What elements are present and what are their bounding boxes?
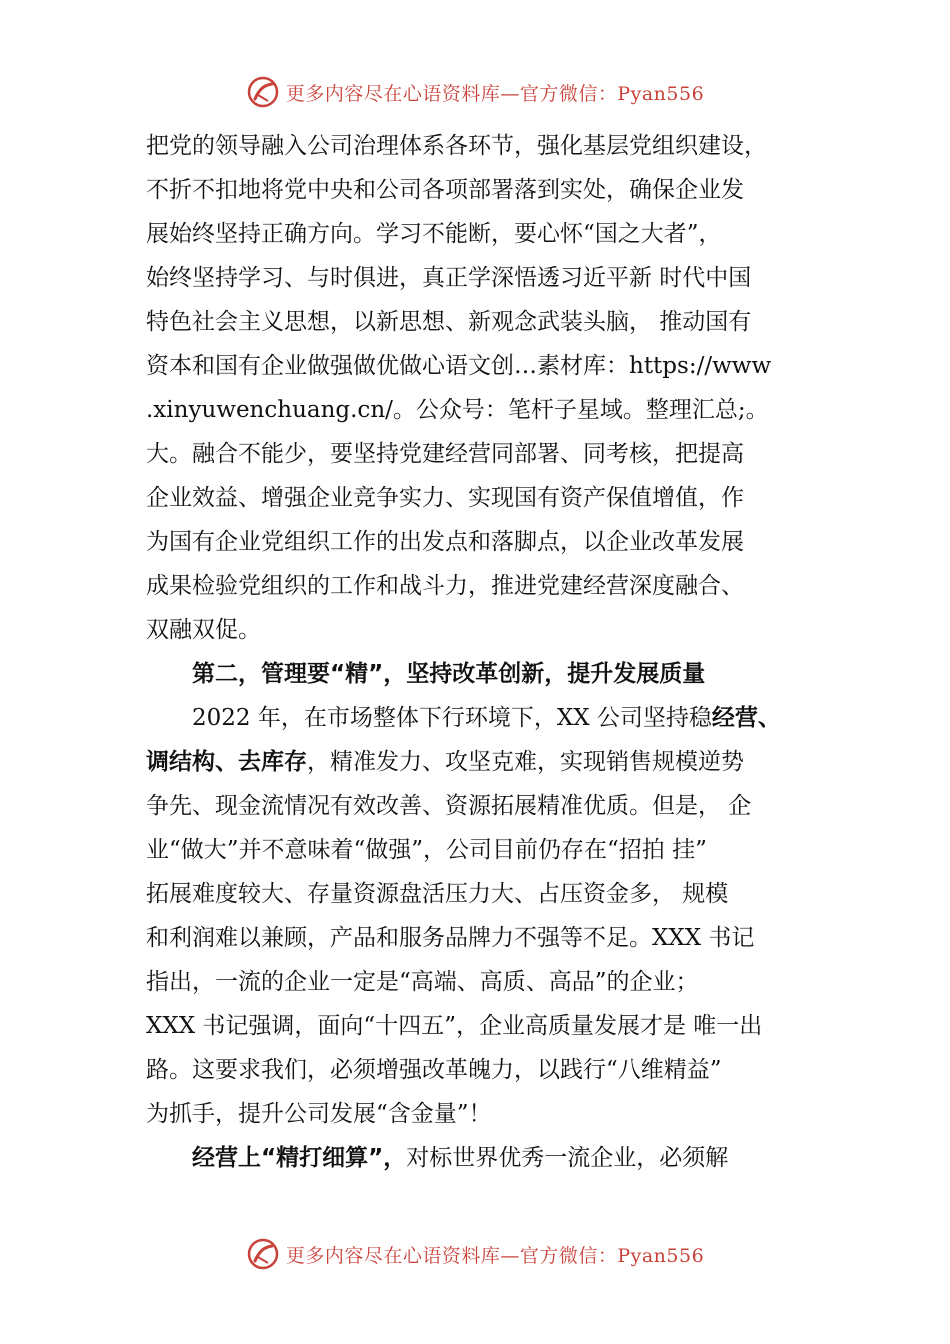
text-line <box>146 1136 836 1180</box>
text-line: 业“做大”并不意味着“做强”，公司目前仍存在“招拍 挂” <box>146 837 707 863</box>
document-body <box>146 124 836 1180</box>
text-line: 企业效益、增强企业竞争实力、实现国有资产保值增值，作 <box>146 485 744 511</box>
text-line: 双融双促。 <box>146 617 261 643</box>
text-line: 把党的领导融入公司治理体系各环节，强化基层党组织建设， <box>146 133 767 159</box>
text-line: 始终坚持学习、与时俱进，真正学深悟透习近平新 时代中国 <box>146 265 752 291</box>
watermark-text: 更多内容尽在心语资料库—官方微信：Pyan556 <box>285 1244 705 1267</box>
text-line: 争先、现金流情况有效改善、资源拓展精准优质。但是， 企 <box>146 793 752 819</box>
text-line: 不折不扣地将党中央和公司各项部署落到实处，确保企业发 <box>146 177 744 203</box>
bold-span: 调结构、去库存 <box>146 749 307 775</box>
text-line: 成果检验党组织的工作和战斗力，推进党建经营深度融合、 <box>146 573 744 599</box>
text-line: 特色社会主义思想，以新思想、新观念武装头脑， 推动国有 <box>146 309 752 335</box>
text-line: 资本和国有企业做强做优做心语文创…素材库：https://www <box>146 353 772 379</box>
text-line <box>146 740 836 784</box>
text-span: 对标世界优秀一流企业，必须解 <box>406 1145 729 1171</box>
text-line: 和利润难以兼顾，产品和服务品牌力不强等不足。XXX 书记 <box>146 925 755 951</box>
text-line: 为国有企业党组织工作的出发点和落脚点，以企业改革发展 <box>146 529 744 555</box>
ink-brush-seal-icon <box>246 75 280 109</box>
bold-span: 经营、 <box>711 705 781 731</box>
ink-brush-seal-icon <box>246 1237 280 1271</box>
watermark-banner-bottom <box>0 1232 950 1276</box>
text-span: 2022 年，在市场整体下行环境下，XX 公司坚持稳 <box>192 705 712 731</box>
text-line: XXX 书记强调，面向“十四五”，企业高质量发展才是 唯一出 <box>146 1013 763 1039</box>
watermark-banner-top <box>0 70 950 114</box>
text-span: ，精准发力、攻坚克难，实现销售规模逆势 <box>307 749 744 775</box>
section-heading: 第二，管理要“精”，坚持改革创新，提升发展质量 <box>192 661 706 687</box>
text-line: 为抓手，提升公司发展“含金量”！ <box>146 1101 492 1127</box>
watermark-text: 更多内容尽在心语资料库—官方微信：Pyan556 <box>285 82 705 105</box>
text-line: 展始终坚持正确方向。学习不能断，要心怀“国之大者”， <box>146 221 722 247</box>
text-line <box>146 696 836 740</box>
text-line: 拓展难度较大、存量资源盘活压力大、占压资金多， 规模 <box>146 881 729 907</box>
text-line: 路。这要求我们，必须增强改革魄力，以践行“八维精益” <box>146 1057 722 1083</box>
text-line: 指出，一流的企业一定是“高端、高质、高品”的企业； <box>146 969 699 995</box>
text-line: 大。融合不能少，要坚持党建经营同部署、同考核，把提高 <box>146 441 744 467</box>
bold-span: 经营上“精打细算”， <box>192 1145 407 1171</box>
text-line: .xinyuwenchuang.cn/。公众号：笔杆子星域。整理汇总;。 <box>146 397 769 423</box>
